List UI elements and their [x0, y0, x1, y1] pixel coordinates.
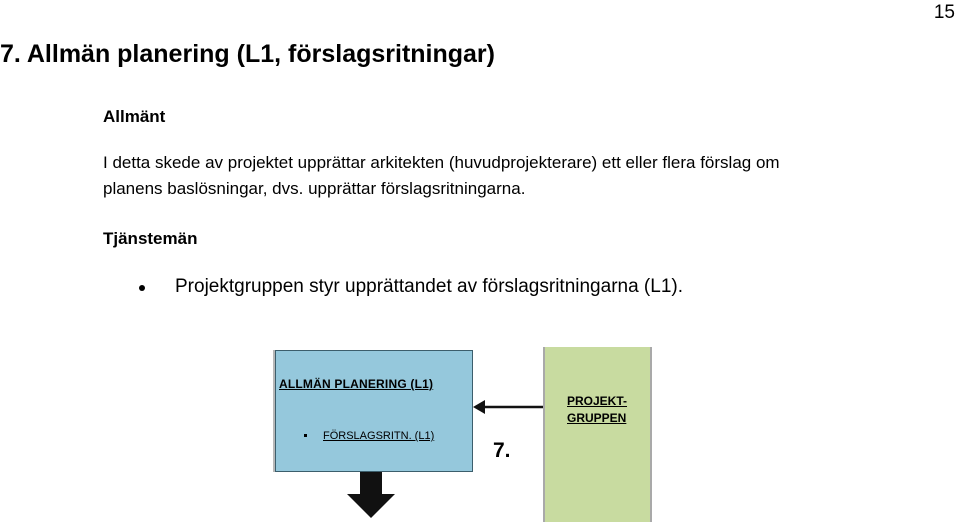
bullet-item — [133, 276, 683, 298]
section-heading-officials: Tjänstemän — [103, 229, 198, 248]
step-number: 7. — [493, 439, 511, 462]
main-phase-item: FÖRSLAGSRITN. (L1) — [323, 430, 435, 442]
chapter-title: 7. Allmän planering (L1, förslagsritningar) — [0, 40, 495, 68]
bullet-text: Projektgruppen styr upprättandet av förslagsritningarna (L1). — [175, 276, 683, 297]
project-group-label-line: GRUPPEN — [567, 411, 627, 425]
section-heading-general: Allmänt — [103, 107, 166, 126]
bullet-dot-icon — [139, 285, 145, 291]
down-pointing-arrow-icon — [347, 472, 395, 518]
project-group-label-line: PROJEKT- — [567, 394, 628, 408]
section-paragraph-general — [103, 150, 948, 202]
diagram-arrows — [272, 345, 662, 522]
left-pointing-arrow-icon — [473, 400, 543, 414]
process-diagram — [272, 345, 662, 522]
paragraph-line: I detta skede av projektet upprättar arkitekten (huvudprojekterare) ett eller flera förslag om — [103, 153, 780, 172]
paragraph-line: planens baslösningar, dvs. upprättar förslagsritningarna. — [103, 179, 526, 198]
main-phase-title: ALLMÄN PLANERING (L1) — [279, 377, 434, 391]
page-number: 15 — [933, 2, 955, 23]
